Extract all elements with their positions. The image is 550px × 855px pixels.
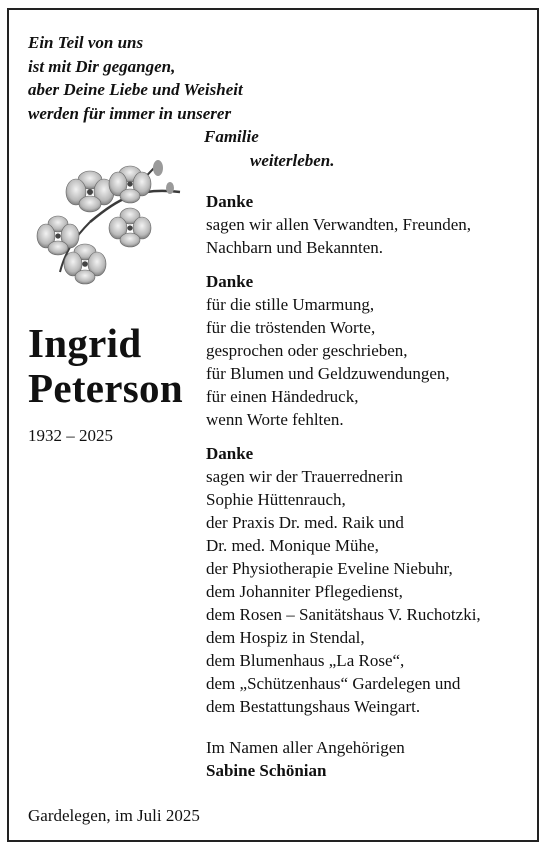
deceased-name <box>28 321 183 411</box>
poem <box>28 31 335 172</box>
thanks-line: wenn Worte fehlten. <box>206 410 344 429</box>
last-name: Peterson <box>28 365 183 411</box>
poem-line: ist mit Dir gegangen, <box>28 56 176 76</box>
poem-line: weiterleben. <box>250 150 335 170</box>
place-date: Gardelegen, im Juli 2025 <box>28 806 200 825</box>
thanks-heading: Danke <box>206 444 254 463</box>
thanks-line: sagen wir der Trauerrednerin <box>206 467 403 486</box>
thanks-line: Dr. med. Monique Mühe, <box>206 536 379 555</box>
thanks-column <box>206 190 536 782</box>
poem-line: Ein Teil von uns <box>28 33 144 52</box>
thanks-line: Nachbarn und Bekannten. <box>206 238 384 257</box>
life-years: 1932 – 2025 <box>28 426 113 445</box>
thanks-block <box>206 190 536 259</box>
thanks-line: für die tröstenden Worte, <box>206 318 376 337</box>
thanks-line: für Blumen und Geldzuwendungen, <box>206 364 450 383</box>
thanks-line: dem Bestattungshaus Weingart. <box>206 697 421 716</box>
thanks-line: dem „Schützenhaus“ Gardelegen und <box>206 674 461 693</box>
signature-block <box>206 736 536 782</box>
thanks-line: dem Hospiz in Stendal, <box>206 628 365 647</box>
thanks-line: gesprochen oder geschrieben, <box>206 341 408 360</box>
thanks-line: dem Rosen – Sanitätshaus V. Ruchotzki, <box>206 605 481 624</box>
thanks-heading: Danke <box>206 272 254 291</box>
signature-name: Sabine Schönian <box>206 761 327 780</box>
poem-line: aber Deine Liebe und Weisheit <box>28 80 243 99</box>
poem-line: werden für immer in unserer <box>28 103 232 123</box>
orchid-branch-image <box>30 152 190 292</box>
thanks-block <box>206 442 536 718</box>
thanks-heading: Danke <box>206 192 254 211</box>
poem-line: Familie <box>204 127 259 146</box>
thanks-line: dem Blumenhaus „La Rose“, <box>206 651 405 670</box>
thanks-line: für einen Händedruck, <box>206 387 359 406</box>
thanks-line: für die stille Umarmung, <box>206 295 375 314</box>
thanks-line: dem Johanniter Pflegedienst, <box>206 582 403 601</box>
first-name: Ingrid <box>28 320 142 366</box>
thanks-line: Sophie Hüttenrauch, <box>206 490 346 509</box>
thanks-block <box>206 270 536 431</box>
thanks-line: der Praxis Dr. med. Raik und <box>206 513 404 532</box>
thanks-line: sagen wir allen Verwandten, Freunden, <box>206 215 471 234</box>
signature-intro: Im Namen aller Angehörigen <box>206 738 405 757</box>
thanks-line: der Physiotherapie Eveline Niebuhr, <box>206 559 453 578</box>
